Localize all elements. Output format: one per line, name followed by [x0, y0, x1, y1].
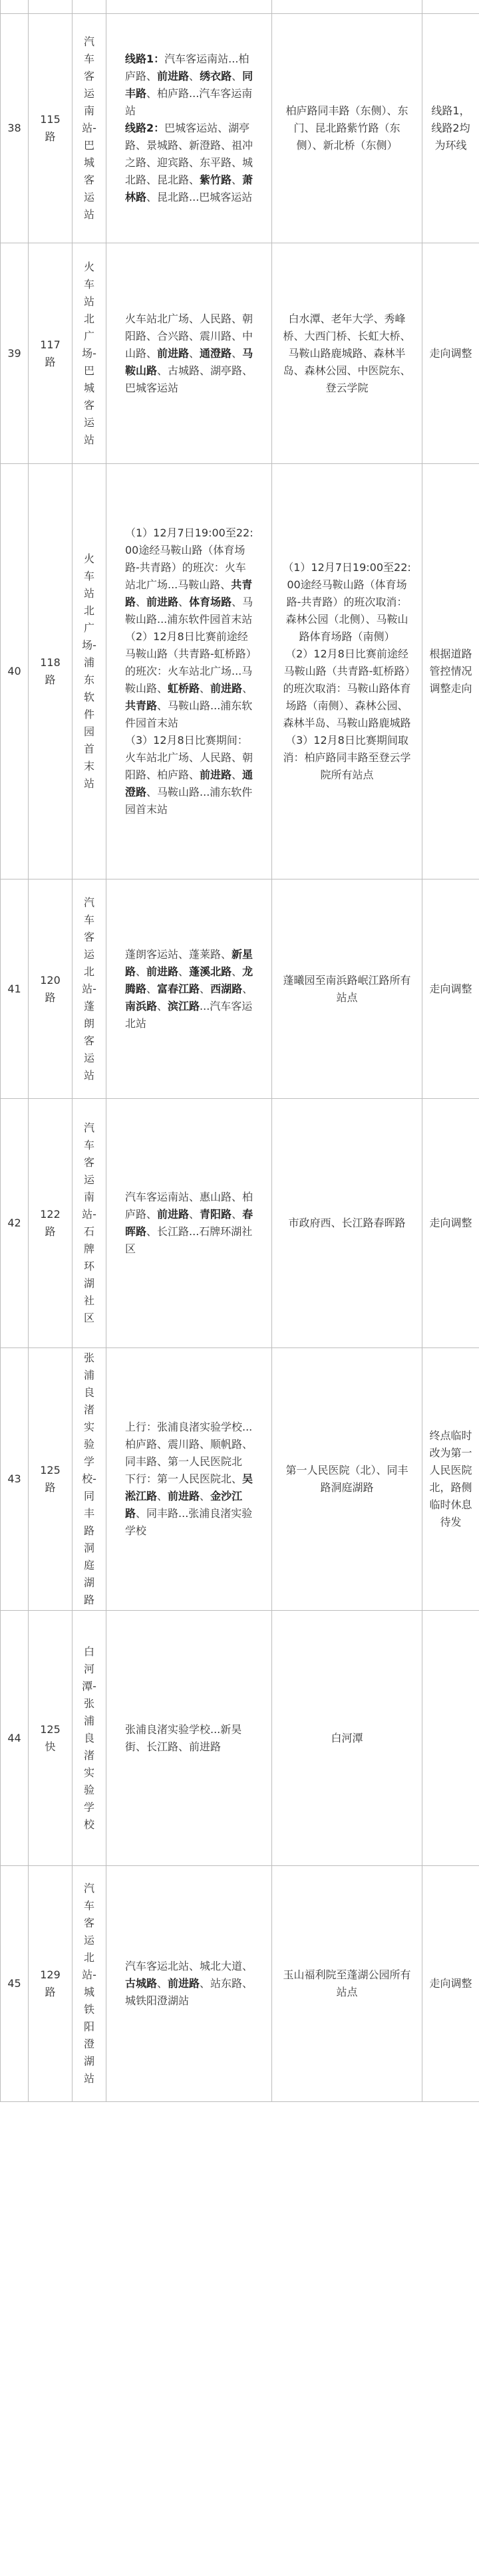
text-segment: 、 — [189, 70, 200, 82]
bold-road-name: 线路1： — [125, 53, 165, 65]
text-segment: 、 — [136, 965, 147, 978]
cancelled-stops — [272, 0, 422, 14]
text-segment: 下行：第一人民医院北、 — [125, 1472, 243, 1485]
text-segment: 、 — [146, 982, 158, 995]
bold-road-name: 共青路 — [125, 578, 253, 608]
bold-road-name: 金沙江路 — [125, 1490, 243, 1520]
text-segment: 玉山福利院至蓬湖公园所有站点 — [283, 1968, 411, 1998]
text-segment: 、 — [242, 682, 253, 695]
cancelled-stops — [272, 14, 422, 243]
original-line — [125, 1958, 255, 2010]
detour-route — [106, 1866, 272, 2102]
text-segment: （3）12月8日比赛期间取消：柏庐路同丰路至登云学院所有站点 — [283, 734, 411, 781]
bold-road-name: 古城路 — [125, 1977, 158, 1990]
text-segment: 、昆北路...巴城客运站 — [146, 191, 253, 203]
text-segment: 、马鞍山路...浦东软件园首末站 — [125, 699, 253, 729]
detour-route — [106, 14, 272, 243]
table-row — [1, 1866, 479, 2102]
original-line — [125, 51, 255, 120]
original-line — [125, 1189, 255, 1258]
bold-road-name: 紫竹路 — [200, 174, 232, 186]
text-segment: 市政府西、长江路春晖路 — [288, 1217, 406, 1229]
text-segment: 、 — [200, 682, 211, 695]
text-segment: 汽车客运南站、惠山路、柏庐路、 — [125, 1191, 253, 1221]
cancelled-stops — [272, 1348, 422, 1611]
route-name: 129路 — [29, 1866, 73, 2102]
cancelled-stops — [272, 879, 422, 1099]
bold-road-name: 共青路 — [125, 699, 158, 712]
detour-route — [106, 1611, 272, 1866]
text-segment: 、 — [146, 70, 158, 82]
remark: 终点临时改为第一人民医院北，路侧临时休息待发 — [422, 1348, 479, 1611]
bold-road-name: 绣衣路 — [200, 70, 232, 82]
text-segment: 张浦良渚实验学校...新昊街、长江路、前进路 — [125, 1722, 242, 1753]
bold-road-name: 吴淞江路 — [125, 1472, 253, 1502]
bold-road-name: 春晖路 — [125, 1208, 253, 1238]
row-number: 45 — [1, 1866, 29, 2102]
text-segment: （2）12月8日比赛前途经马鞍山路（共青路-虹桥路）的班次取消：马鞍山路体育场路（南侧）、森林公园、森林半岛、马鞍山路鹿城路 — [283, 647, 411, 729]
detour-route — [106, 1099, 272, 1348]
text-segment: 火车站北广场、人民路、朝阳路、合兴路、震川路、中山路、 — [125, 312, 253, 360]
bold-road-name: 蓬溪北路 — [189, 965, 232, 978]
route-segment: 汽车客运南站-巴城客运站 — [73, 14, 106, 243]
cancelled-stops — [272, 1099, 422, 1348]
text-segment: 巴城客运站、湖亭路、景城路、新澄路、祖冲之路、迎宾路、东平路、城北路、昆北路、 — [125, 122, 253, 186]
original-line — [125, 310, 255, 397]
text-segment: 汽车客运北站、城北大道、 — [125, 1960, 253, 1972]
text-segment: 第一人民医院（北）、同丰路洞庭湖路 — [285, 1464, 408, 1494]
bold-road-name: 前进路 — [168, 1977, 200, 1990]
bold-road-name: 青阳路 — [200, 1208, 232, 1221]
detour-route — [106, 464, 272, 879]
text-segment: 、 — [200, 982, 211, 995]
original-line — [125, 1721, 255, 1756]
original-line — [125, 1470, 255, 1540]
route-segment: 白河潭-张浦良渚实验学校 — [73, 1611, 106, 1866]
bold-road-name: 同丰路 — [125, 70, 253, 100]
cancelled-stops — [272, 1611, 422, 1866]
text-segment: （3）12月8日比赛期间：火车站北广场、人民路、朝阳路、柏庐路、 — [125, 734, 253, 781]
bold-road-name: 虹桥路 — [168, 682, 200, 695]
text-segment: 、 — [157, 1490, 168, 1502]
text-segment: 、 — [232, 346, 243, 360]
route-name: 118路 — [29, 464, 73, 879]
route-segment: 汽车客运北站-蓬朗客运站 — [73, 879, 106, 1099]
bold-road-name: 富春江路 — [157, 982, 200, 995]
cancelled-line — [281, 102, 412, 154]
text-segment: （1）12月7日19:00至22:00途经马鞍山路（体育场路-共青路）的班次：火车站北广场...马鞍山路、 — [125, 527, 253, 591]
text-segment: ...汽车客运北站 — [125, 999, 253, 1030]
text-segment: 、长江路...石牌环湖社区 — [125, 1225, 253, 1255]
cancelled-stops — [272, 464, 422, 879]
cancelled-line — [281, 972, 412, 1006]
text-segment: 上行：张浦良渚实验学校...柏庐路、震川路、顺帆路、同丰路、第一人民医院北 — [125, 1421, 253, 1468]
detour-route — [106, 243, 272, 464]
route-name: 125路 — [29, 1348, 73, 1611]
text-segment: 、 — [232, 1208, 243, 1221]
original-line — [125, 1419, 255, 1470]
remark: 走向调整 — [422, 1866, 479, 2102]
text-segment: 、站东路、城铁阳澄湖站 — [125, 1977, 253, 2007]
text-segment: 、同丰路...张浦良渚实验学校 — [125, 1507, 253, 1537]
cancelled-stops — [272, 1866, 422, 2102]
bold-road-name: 南浜路 — [125, 999, 158, 1012]
text-segment: 、马鞍山路...浦东软件园首末站 — [125, 786, 253, 816]
bold-road-name: 滨江路 — [168, 999, 200, 1012]
cancelled-line — [281, 645, 412, 732]
text-segment: 柏庐路 — [125, 53, 249, 82]
row-number: 42 — [1, 1099, 29, 1348]
table-row — [1, 243, 479, 464]
route-segment: 汽车客运南站-石牌环湖社区 — [73, 1099, 106, 1348]
cancelled-line — [281, 1215, 412, 1232]
route-name: 122路 — [29, 1099, 73, 1348]
bold-road-name: 前进路 — [157, 346, 190, 360]
remark: 走向调整 — [422, 243, 479, 464]
text-segment: 白水潭、老年大学、秀峰桥、大西门桥、长虹大桥、马鞍山路鹿城路、森林半岛、森林公园、中医院东、登云学院 — [283, 312, 411, 394]
bold-road-name: 西湖路 — [210, 982, 243, 995]
row-number: 44 — [1, 1611, 29, 1866]
bold-road-name: 前进路 — [210, 682, 243, 695]
detour-route — [106, 879, 272, 1099]
bold-road-name: 线路2： — [125, 122, 165, 134]
route-name: 115路 — [29, 14, 73, 243]
bold-road-name: 通澄路 — [200, 346, 232, 360]
bold-road-name: 马鞍山路 — [125, 346, 253, 377]
cancelled-line — [281, 732, 412, 784]
remark: 走向调整 — [422, 879, 479, 1099]
bold-road-name: 萧林路 — [125, 174, 253, 203]
original-line — [125, 732, 255, 818]
remark — [422, 0, 479, 14]
text-segment: 、 — [232, 70, 243, 82]
text-segment: 白河潭 — [331, 1731, 363, 1744]
bold-road-name: 前进路 — [200, 768, 232, 781]
text-segment: 、 — [242, 982, 253, 995]
route-name: 120路 — [29, 879, 73, 1099]
detour-route — [106, 1348, 272, 1611]
table-row — [1, 1348, 479, 1611]
text-segment: 、 — [189, 346, 200, 360]
row-number: 41 — [1, 879, 29, 1099]
text-segment: （2）12月8日比赛前途经马鞍山路（共青路-虹桥路）的班次：火车站北广场...马鞍山路、 — [125, 630, 253, 695]
row-number: 43 — [1, 1348, 29, 1611]
bold-road-name: 前进路 — [157, 70, 190, 82]
remark: 根据道路管控情况调整走向 — [422, 464, 479, 879]
table-row — [1, 1611, 479, 1866]
text-segment: 柏庐路同丰路（东侧）、东门、昆北路紫竹路（东侧）、新北桥（东侧） — [285, 104, 408, 152]
route-name: 125快 — [29, 1611, 73, 1866]
text-segment: 、 — [232, 174, 243, 186]
row-number — [1, 0, 29, 14]
original-line — [125, 525, 255, 628]
text-segment: （1）12月7日19:00至22:00途经马鞍山路（体育场路-共青路）的班次取消：森林公园（北侧）、马鞍山路体育场路（南侧） — [283, 561, 411, 643]
table-row — [1, 0, 479, 14]
cancelled-line — [281, 1730, 412, 1747]
table-row — [1, 1099, 479, 1348]
original-line — [125, 120, 255, 206]
route-name — [29, 0, 73, 14]
text-segment: 蓬曦园至南浜路岷江路所有站点 — [283, 973, 411, 1004]
cancelled-line — [281, 1462, 412, 1496]
table-row — [1, 14, 479, 243]
text-segment: 、 — [157, 1977, 168, 1990]
table-row — [1, 464, 479, 879]
route-segment: 火车站北广场-巴城客运站 — [73, 243, 106, 464]
route-segment: 火车站北广场-浦东软件园首末站 — [73, 464, 106, 879]
table-row — [1, 879, 479, 1099]
remark — [422, 1611, 479, 1866]
bold-road-name: 新星路 — [125, 947, 253, 978]
text-segment: 汽车客运南站... — [164, 53, 239, 65]
detour-route — [106, 0, 272, 14]
text-segment: 蓬朗客运站、蓬莱路、 — [125, 947, 232, 961]
text-segment: 、柏庐路...汽车客运南站 — [125, 87, 253, 117]
text-segment: 、 — [178, 596, 190, 608]
remark: 线路1，线路2均为环线 — [422, 14, 479, 243]
bold-road-name: 前进路 — [168, 1490, 200, 1502]
remark: 走向调整 — [422, 1099, 479, 1348]
cancelled-stops — [272, 243, 422, 464]
bold-road-name: 通澄路 — [125, 768, 253, 798]
row-number: 38 — [1, 14, 29, 243]
text-segment: 、马鞍山路...浦东软件园首末站 — [125, 596, 253, 626]
row-number: 39 — [1, 243, 29, 464]
route-segment — [73, 0, 106, 14]
bold-road-name: 前进路 — [157, 1208, 190, 1221]
text-segment: 、 — [232, 965, 243, 978]
text-segment: 、 — [136, 596, 147, 608]
cancelled-line — [281, 559, 412, 645]
route-segment: 汽车客运北站-城铁阳澄湖站 — [73, 1866, 106, 2102]
bold-road-name: 体育场路 — [189, 596, 232, 608]
text-segment: 、 — [189, 1208, 200, 1221]
route-segment: 张浦良渚实验学校-同丰路洞庭湖路 — [73, 1348, 106, 1611]
cancelled-line — [281, 1966, 412, 2001]
cancelled-line — [281, 310, 412, 397]
bold-road-name: 龙腾路 — [125, 965, 253, 995]
route-name: 117路 — [29, 243, 73, 464]
bold-road-name: 前进路 — [146, 596, 179, 608]
original-line — [125, 946, 255, 1032]
text-segment: 、古城路、湖亭路、巴城客运站 — [125, 364, 253, 394]
bold-road-name: 前进路 — [146, 965, 179, 978]
text-segment: 、 — [232, 768, 243, 781]
text-segment: 、 — [157, 999, 168, 1012]
text-segment: 、 — [200, 1490, 211, 1502]
original-line — [125, 628, 255, 732]
text-segment: 、 — [178, 965, 190, 978]
row-number: 40 — [1, 464, 29, 879]
